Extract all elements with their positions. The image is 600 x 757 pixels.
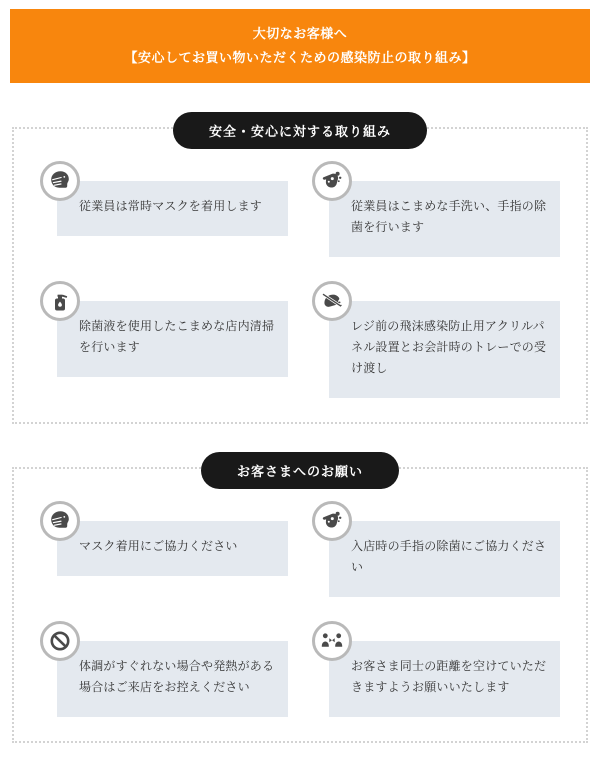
item-text-box <box>57 181 288 236</box>
items-grid <box>40 161 560 398</box>
section-customer-requests <box>12 464 588 743</box>
hand-wash-icon <box>312 161 352 201</box>
list-item <box>312 621 560 717</box>
prohibition-icon <box>40 621 80 661</box>
notice-banner <box>10 9 590 83</box>
list-item <box>40 161 288 236</box>
social-distance-icon <box>312 621 352 661</box>
sanitizer-bottle-icon <box>40 281 80 321</box>
droplet-block-icon <box>312 281 352 321</box>
hand-wash-icon <box>312 501 352 541</box>
item-text: マスク着用にご協力ください <box>79 539 238 553</box>
infection-prevention-notice <box>0 9 600 757</box>
item-text-box <box>329 641 560 717</box>
face-mask-icon <box>40 161 80 201</box>
item-text: 従業員はこまめな手洗い、手指の除菌を行います <box>351 199 547 234</box>
item-text-box <box>57 521 288 576</box>
list-item <box>312 161 560 257</box>
item-text-box <box>329 301 560 398</box>
item-text: お客さま同士の距離を空けていただきますようお願いいたします <box>351 659 547 694</box>
item-text: 除菌液を使用したこまめな店内清掃を行います <box>79 319 275 354</box>
section-title-pill: 安全・安心に対する取り組み <box>173 112 427 149</box>
item-text: 従業員は常時マスクを着用します <box>79 199 263 213</box>
section-safety-measures <box>12 124 588 424</box>
list-item <box>40 621 288 717</box>
items-grid <box>40 501 560 717</box>
item-text-box <box>329 521 560 597</box>
banner-line1: 大切なお客様へ <box>252 26 348 41</box>
face-mask-icon <box>40 501 80 541</box>
item-text-box <box>57 301 288 377</box>
banner-line2: 【安心してお買い物いただくための感染防止の取り組み】 <box>124 50 476 65</box>
list-item <box>40 501 288 576</box>
list-item <box>40 281 288 377</box>
item-text: 入店時の手指の除菌にご協力ください <box>351 539 547 574</box>
item-text: 体調がすぐれない場合や発熱がある場合はご来店をお控えください <box>79 659 275 694</box>
list-item <box>312 281 560 398</box>
item-text: レジ前の飛沫感染防止用アクリルパネル設置とお会計時のトレーでの受け渡し <box>351 319 547 375</box>
section-title-pill: お客さまへのお願い <box>201 452 399 489</box>
item-text-box <box>57 641 288 717</box>
item-text-box <box>329 181 560 257</box>
list-item <box>312 501 560 597</box>
